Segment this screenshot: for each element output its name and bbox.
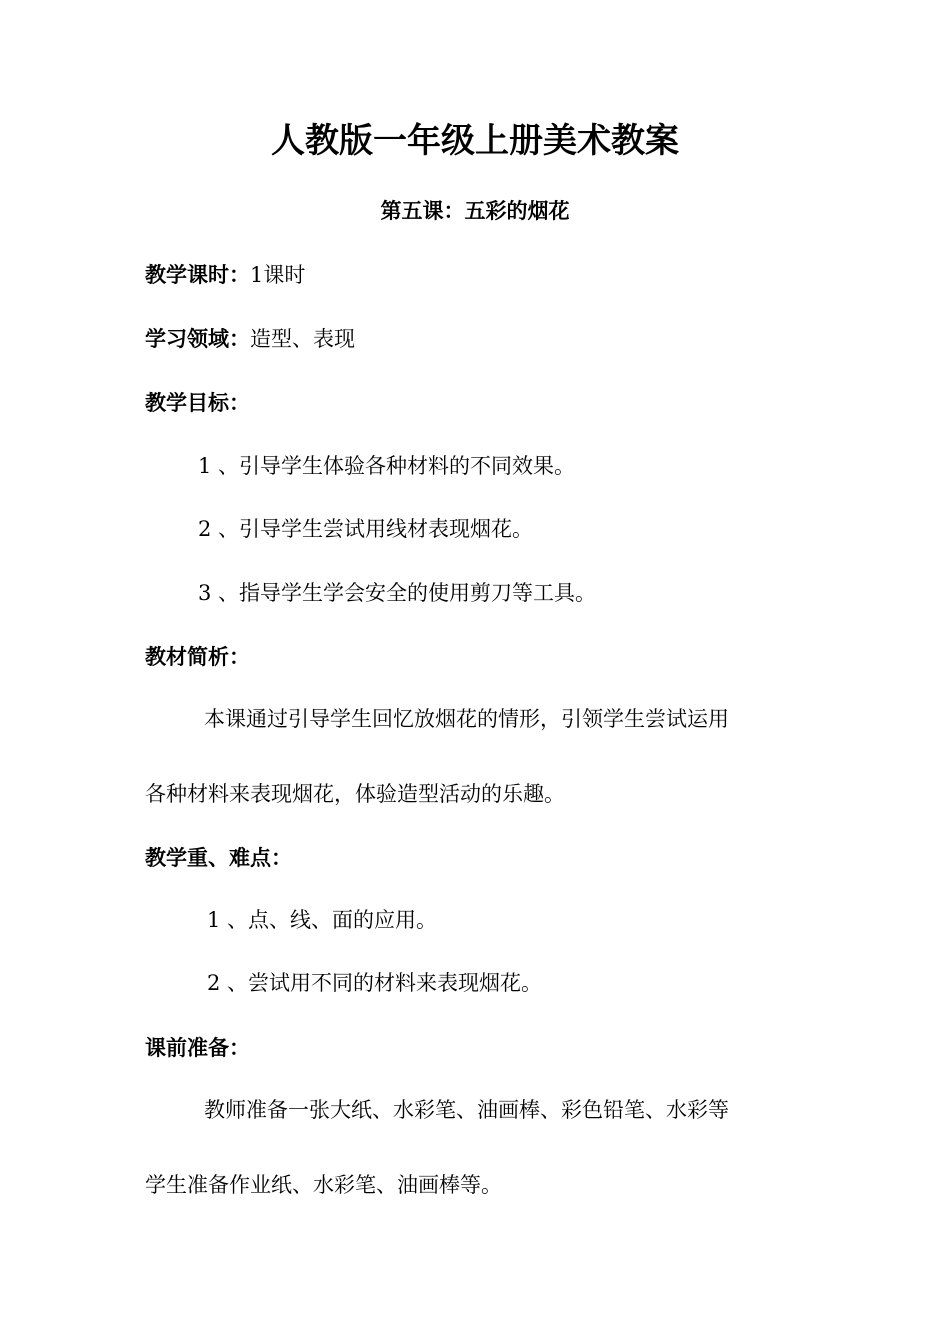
- preparation-line-2: 学生准备作业纸、水彩笔、油画棒等。: [145, 1173, 502, 1197]
- key-points-heading: 教学重、难点：: [145, 845, 292, 870]
- material-analysis-heading: 教材简析：: [145, 644, 250, 669]
- material-analysis-line-2: 各种材料来表现烟花，体验造型活动的乐趣。: [145, 782, 565, 806]
- lesson-hours-label: 教学课时：: [145, 262, 250, 287]
- objectives-heading: 教学目标：: [145, 390, 250, 415]
- key-point-item-2: 2 、尝试用不同的材料来表现烟花。: [207, 971, 543, 995]
- objective-item-2: 2 、引导学生尝试用线材表现烟花。: [198, 517, 534, 541]
- learning-domain-label: 学习领域：: [145, 326, 250, 351]
- objective-item-1: 1 、引导学生体验各种材料的不同效果。: [198, 454, 576, 478]
- key-point-item-1: 1 、点、线、面的应用。: [207, 908, 438, 932]
- lesson-hours-row: [145, 264, 305, 286]
- learning-domain-value: 造型、表现: [250, 327, 355, 351]
- lesson-subtitle: 第五课：五彩的烟花: [380, 198, 570, 223]
- preparation-line-1: 教师准备一张大纸、水彩笔、油画棒、彩色铅笔、水彩等: [204, 1098, 729, 1122]
- material-analysis-line-1: 本课通过引导学生回忆放烟花的情形，引领学生尝试运用: [204, 707, 729, 731]
- learning-domain-row: [145, 328, 355, 350]
- document-title: 人教版一年级上册美术教案: [271, 121, 679, 161]
- objective-item-3: 3 、指导学生学会安全的使用剪刀等工具。: [198, 581, 597, 605]
- preparation-heading: 课前准备：: [145, 1035, 250, 1060]
- lesson-hours-value: 1课时: [250, 263, 306, 287]
